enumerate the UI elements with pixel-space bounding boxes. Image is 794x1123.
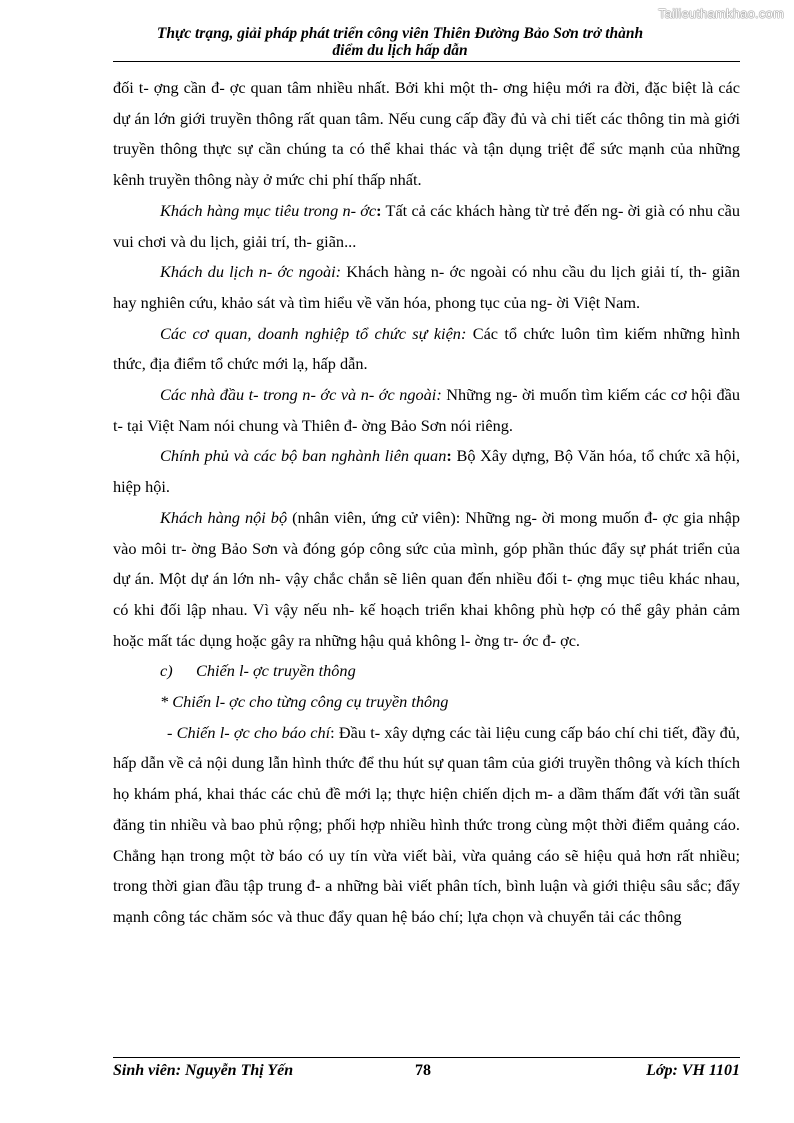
header-divider — [113, 61, 740, 62]
section-letter: c) — [160, 661, 173, 681]
watermark-text: Tailieuthamkhao.com — [658, 6, 784, 21]
text-domestic-customers: Tất cả các khách hàng từ trẻ đến ng- ời già có nhu cầu vui chơi và du lịch, giải trí, th- giãn... — [113, 200, 740, 251]
page-header — [110, 25, 690, 59]
label-government: Chính phủ và các bộ ban nghành liên quan — [160, 446, 447, 466]
paragraph-domestic-customers — [113, 196, 740, 257]
text-government: Bộ Xây dựng, Bộ Văn hóa, tổ chức xã hội, hiệp hội. — [113, 446, 740, 497]
text-investors: Những ng- ời muốn tìm kiếm các cơ hội đầu t- tại Việt Nam nói chung và Thiên đ- ờng Bảo Sơn nói riêng. — [113, 385, 740, 435]
header-title-line2: điểm du lịch hấp dẫn — [332, 42, 468, 59]
paragraph-press-strategy — [113, 718, 740, 933]
label-colon: : — [446, 446, 452, 466]
paragraph-internal-customers — [113, 503, 740, 657]
paragraph-event-organizers — [113, 319, 740, 380]
label-foreign-tourists: Khách du lịch n- ớc ngoài: — [160, 262, 342, 282]
paragraph-foreign-tourists — [113, 257, 740, 318]
paragraph-investors — [113, 380, 740, 441]
footer-divider — [113, 1057, 740, 1058]
text-internal-customers: (nhân viên, ứng cử viên): Những ng- ời mong muốn đ- ợc gia nhập vào môi tr- ờng Bảo Sơn và đóng góp công sức của mình, góp phần thúc đẩy sự phát triển của dự án. Một dự án lớn nh- vậy chắc chắn sẽ liên quan đến nhiều đối t- ợng mục tiêu khác nhau, có khi đối lập nhau. Vì vậy nếu nh- kế hoạch triển khai không phù hợp có thể gây phản cảm hoặc mất tác dụng hoặc gây ra những hậu quả không l- ờng tr- ớc đ- ợc. — [113, 507, 740, 650]
label-domestic-customers: Khách hàng mục tiêu trong n- ớc — [160, 200, 377, 220]
section-title: Chiến l- ợc truyền thông — [196, 661, 356, 681]
section-heading-c — [113, 656, 740, 687]
text-foreign-tourists: Khách hàng n- ớc ngoài có nhu cầu du lịch giải tí, th- giãn hay nghiên cứu, khảo sát và tìm hiểu về văn hóa, phong tục của ng- ời Việt Nam. — [113, 262, 740, 312]
footer-student-name: Sinh viên: Nguyễn Thị Yến — [113, 1062, 294, 1079]
label-internal-customers: Khách hàng nội bộ — [160, 507, 288, 527]
footer-page-number: 78 — [415, 1062, 431, 1079]
footer-class: Lớp: VH 1101 — [646, 1062, 740, 1079]
paragraph-government — [113, 441, 740, 502]
document-body — [113, 73, 740, 933]
text-press-strategy: : Đầu t- xây dựng các tài liệu cung cấp báo chí chi tiết, đầy đủ, hấp dẫn về cả nội dung lẫn hình thức để thu hút sự quan tâm của giới truyền thông và kích thích họ khám phá, khai thác các chủ đề mới lạ; thực hiện chiến dịch m- a dầm thấm đất với tần suất đăng tin nhiều và bao phủ rộng; phối hợp nhiều hình thức trong cùng một thời điểm quảng cáo. Chẳng hạn trong một tờ báo có uy tín vừa viết bài, vừa quảng cáo sẽ hiệu quả hơn rất nhiều; trong thời gian đầu tập trung đ- a những bài viết phân tích, bình luận và giới thiệu sâu sắc; đẩy mạnh công tác chăm sóc và thuc đẩy quan hệ báo chí; lựa chọn và chuyển tải các thông — [113, 722, 741, 926]
paragraph-1: đối t- ợng cần đ- ợc quan tâm nhiều nhất. Bởi khi một th- ơng hiệu mới ra đời, đặc biệt là các dự án lớn giới truyền thông rất quan tâm. Nếu cung cấp đầy đủ và chi tiết các thông tin mà giới truyền thông thực sự cần chúng ta có thể khai thác và tận dụng triệt để sức mạnh của những kênh truyền thông này ở mức chi phí thấp nhất. — [113, 78, 740, 190]
label-event-organizers: Các cơ quan, doanh nghiệp tổ chức sự kiện: — [160, 323, 467, 343]
label-investors: Các nhà đầu t- trong n- ớc và n- ớc ngoài: — [160, 385, 442, 405]
sub-heading-strategy-per-tool: * Chiến l- ợc cho từng công cụ truyền thông — [160, 692, 449, 712]
page-footer — [113, 1062, 740, 1084]
label-press-strategy: - Chiến l- ợc cho báo chí — [167, 722, 331, 742]
text-event-organizers: Các tổ chức luôn tìm kiếm những hình thức, địa điểm tổ chức mới lạ, hấp dẫn. — [113, 323, 740, 374]
label-colon: : — [376, 200, 382, 220]
header-title-line1: Thực trạng, giải pháp phát triển công viên Thiên Đường Bảo Sơn trở thành — [156, 25, 644, 42]
